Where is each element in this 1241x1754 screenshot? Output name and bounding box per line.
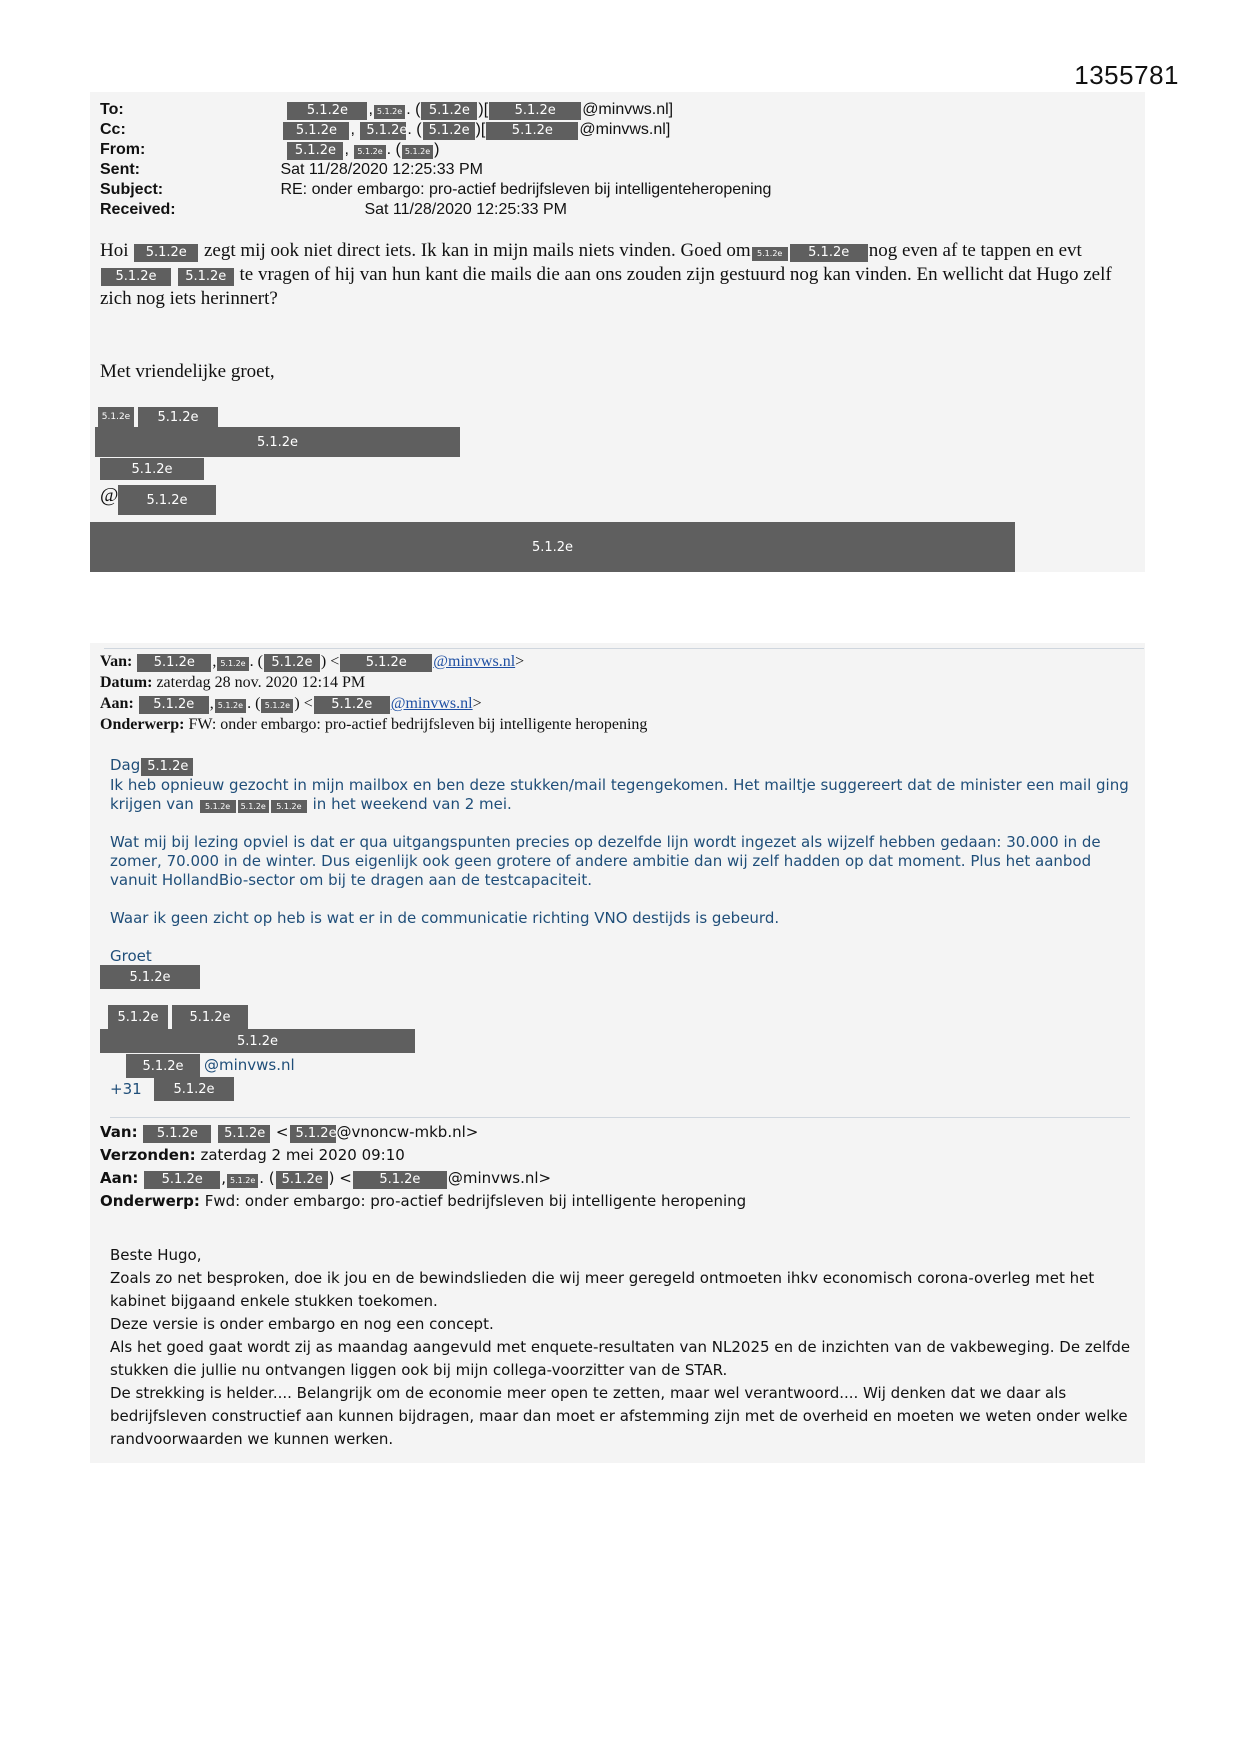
received-value: Sat 11/28/2020 12:25:33 PM [364, 201, 567, 218]
text: nog even af te tappen en evt [868, 240, 1082, 261]
redaction: 5.1.2e [360, 122, 406, 140]
redaction: 5.1.2e [139, 696, 209, 714]
onderwerp-row [100, 1190, 746, 1213]
redaction: 5.1.2e [200, 800, 236, 814]
redaction: 5.1.2e [238, 800, 269, 814]
paragraph-3: Waar ik geen zicht op heb is wat er in de communicatie richting VNO destijds is gebeurd. [110, 908, 780, 927]
message-2-header [100, 651, 647, 735]
text: zegt mij ook niet direct iets. Ik kan in mijn mails niets vinden. Goed om [204, 240, 751, 261]
message-1-paragraph [100, 239, 1140, 311]
redaction: 5.1.2e [98, 407, 134, 427]
header-subject-row [100, 180, 771, 200]
header-from-row: From: 5.1.2e , 5.1.2e . ( 5.1.2e ) [100, 141, 440, 158]
redaction: 5.1.2e [374, 105, 405, 119]
redaction: 5.1.2e [287, 102, 367, 120]
redaction: 5.1.2e [402, 145, 433, 159]
redaction: 5.1.2e [261, 699, 293, 713]
redaction: 5.1.2e [172, 1005, 248, 1029]
redaction: 5.1.2e [100, 458, 204, 480]
redaction: 5.1.2e [215, 699, 246, 713]
onderwerp-value: FW: onder embargo: pro-actief bedrijfsleven bij intelligente heropening [188, 716, 648, 733]
redaction: 5.1.2e [137, 654, 211, 672]
header-received-row [100, 200, 771, 220]
verzonden-label: Verzonden: [100, 1146, 196, 1164]
body-line: Deze versie is onder embargo en nog een concept. [110, 1315, 494, 1333]
van-label: Van: [100, 1123, 138, 1141]
redaction: 5.1.2e [95, 427, 460, 457]
redaction: 5.1.2e [90, 522, 1015, 572]
header-cc-row: Cc: 5.1.2e , 5.1.2e. ( 5.1.2e )[ 5.1.2e @minvws.nl] [100, 121, 671, 138]
redaction: 5.1.2e [283, 122, 349, 140]
body-line: De strekking is helder.... Belangrijk om de economie meer open te zetten, maar wel verantwoord.... Wij denken dat we daar als bedrijfsleven constructief aan kunnen bijdragen, maar dan moet er afstemming zijn met de overheid en moeten we weten onder welke randvoorwaarden we kunnen werken. [110, 1384, 1128, 1448]
redaction: 5.1.2e [178, 268, 234, 286]
received-label: Received: [100, 201, 176, 218]
redaction: 5.1.2e [141, 758, 193, 776]
text: in het weekend van 2 mei. [312, 794, 512, 813]
redaction: 5.1.2e [486, 122, 578, 140]
aan-row: Aan: 5.1.2e , 5.1.2e . ( 5.1.2e ) < 5.1.2e @minvws.nl> [100, 695, 482, 712]
from-label: From: [100, 141, 146, 158]
redaction: 5.1.2e [134, 244, 198, 262]
redaction: 5.1.2e [314, 696, 390, 714]
van-email-link[interactable]: @minvws.nl [433, 653, 516, 670]
datum-row [100, 672, 647, 693]
paragraph-1 [110, 776, 1140, 814]
message-3-header [100, 1121, 746, 1213]
redaction: 5.1.2e [489, 102, 581, 120]
body-line: Zoals zo net besproken, doe ik jou en de bewindslieden die wij meer geregeld ontmoeten ihkv economisch corona-overleg met het kabinet bijgaand enkele stukken toekomen. [110, 1269, 1095, 1310]
van-domain: @vnoncw-mkb.nl> [336, 1123, 479, 1141]
subject-label: Subject: [100, 181, 164, 198]
groet-text: Groet [110, 946, 152, 965]
aan-domain: @minvws.nl> [447, 1169, 552, 1187]
document-number: 1355781 [1074, 60, 1179, 90]
redaction: 5.1.2e [100, 965, 200, 989]
redaction: 5.1.2e [118, 485, 216, 515]
redaction: 5.1.2e [101, 268, 171, 286]
cc-domain: @minvws.nl] [579, 121, 671, 138]
redaction: 5.1.2e [154, 1077, 234, 1101]
body-line: Beste Hugo, [110, 1246, 202, 1264]
van-label: Van: [100, 653, 133, 670]
separator [104, 648, 1144, 649]
separator [110, 1117, 1130, 1118]
redaction: 5.1.2e [218, 1125, 270, 1143]
aan-label: Aan: [100, 1169, 139, 1187]
email-header [100, 100, 771, 220]
redaction: 5.1.2e [790, 244, 868, 262]
aan-row: Aan: 5.1.2e , 5.1.2e . ( 5.1.2e ) < 5.1.2e @minvws.nl> [100, 1169, 552, 1187]
to-domain: @minvws.nl] [582, 101, 674, 118]
onderwerp-value: Fwd: onder embargo: pro-actief bedrijfsleven bij intelligente heropening [204, 1192, 747, 1210]
redaction: 5.1.2e [423, 122, 475, 140]
text: Ik heb opnieuw gezocht in mijn mailbox en ben deze stukken/mail tegengekomen. Het mailtje suggereert dat de minister een mail ging krijgen van [110, 775, 1129, 813]
aan-label: Aan: [100, 695, 134, 712]
datum-label: Datum: [100, 674, 153, 691]
redaction: 5.1.2e [108, 1005, 168, 1029]
header-sent-row [100, 160, 771, 180]
redaction: 5.1.2e [217, 657, 248, 671]
closing-greeting: Met vriendelijke groet, [100, 361, 275, 382]
onderwerp-label: Onderwerp: [100, 1192, 200, 1210]
redaction: 5.1.2e [144, 1171, 220, 1189]
spacer [110, 814, 1140, 833]
message-2-body [110, 756, 1140, 966]
redaction: 5.1.2e [271, 800, 307, 814]
redaction: 5.1.2e [143, 1125, 211, 1143]
to-label: To: [100, 101, 124, 118]
redaction: 5.1.2e [126, 1054, 200, 1078]
redaction: 5.1.2e [227, 1174, 258, 1188]
redaction: 5.1.2e [138, 407, 218, 427]
dag-text: Dag [110, 756, 141, 774]
verzonden-row [100, 1144, 746, 1167]
redaction: 5.1.2e [290, 1125, 336, 1143]
redaction: 5.1.2e [287, 142, 343, 160]
greeting-row [110, 756, 1140, 776]
subject-value: RE: onder embargo: pro-actief bedrijfsleven bij intelligenteheropening [280, 181, 772, 198]
redaction: 5.1.2e [353, 1171, 447, 1189]
spacer [110, 928, 1140, 947]
datum-value: zaterdag 28 nov. 2020 12:14 PM [156, 674, 366, 691]
van-row: Van: 5.1.2e , 5.1.2e . ( 5.1.2e ) < 5.1.2e @minvws.nl> [100, 653, 525, 670]
spacer [110, 890, 1140, 909]
at-sign: @ [100, 484, 119, 506]
redaction: 5.1.2e [264, 654, 320, 672]
signature-email: @minvws.nl [204, 1056, 295, 1074]
redaction: 5.1.2e [276, 1171, 328, 1189]
redaction: 5.1.2e [752, 247, 788, 261]
signature-phone-prefix: +31 [110, 1080, 142, 1098]
text: te vragen of hij van hun kant die mails die aan ons zouden zijn gestuurd nog kan vinden. En wellicht dat Hugo zelf zich nog iets herinnert? [100, 264, 1112, 309]
text: Hoi [100, 240, 129, 261]
redaction: 5.1.2e [421, 102, 477, 120]
sent-label: Sent: [100, 161, 140, 178]
onderwerp-label: Onderwerp: [100, 716, 185, 733]
message-3-body [110, 1244, 1140, 1451]
redaction: 5.1.2e [340, 654, 432, 672]
aan-email-link[interactable]: @minvws.nl [390, 695, 473, 712]
sent-value: Sat 11/28/2020 12:25:33 PM [280, 161, 483, 178]
paragraph-2: Wat mij bij lezing opviel is dat er qua uitgangspunten precies op dezelfde lijn wordt ingezet als wijzelf hebben gedaan: 30.000 in de zomer, 70.000 in de winter. Dus eigenlijk ook geen grotere of andere ambitie dan wij zelf hadden op dat moment. Plus het aanbod vanuit HollandBio-sector om bij te dragen aan de testcapaciteit. [110, 832, 1101, 889]
redaction: 5.1.2e [354, 145, 385, 159]
redaction: 5.1.2e [100, 1029, 415, 1053]
onderwerp-row [100, 714, 647, 735]
header-to-row: To: 5.1.2e , 5.1.2e . ( 5.1.2e )[ 5.1.2e @minvws.nl] [100, 101, 674, 118]
van-row: Van: 5.1.2e 5.1.2e < 5.1.2e@vnoncw-mkb.nl> [100, 1123, 479, 1141]
verzonden-value: zaterdag 2 mei 2020 09:10 [200, 1146, 405, 1164]
cc-label: Cc: [100, 121, 126, 138]
body-line: Als het goed gaat wordt zij as maandag aangevuld met enquete-resultaten van NL2025 en de inzichten van de vakbeweging. De zelfde stukken die jullie nu ontvangen liggen ook bij mijn collega-voorzitter van de STAR. [110, 1338, 1131, 1379]
